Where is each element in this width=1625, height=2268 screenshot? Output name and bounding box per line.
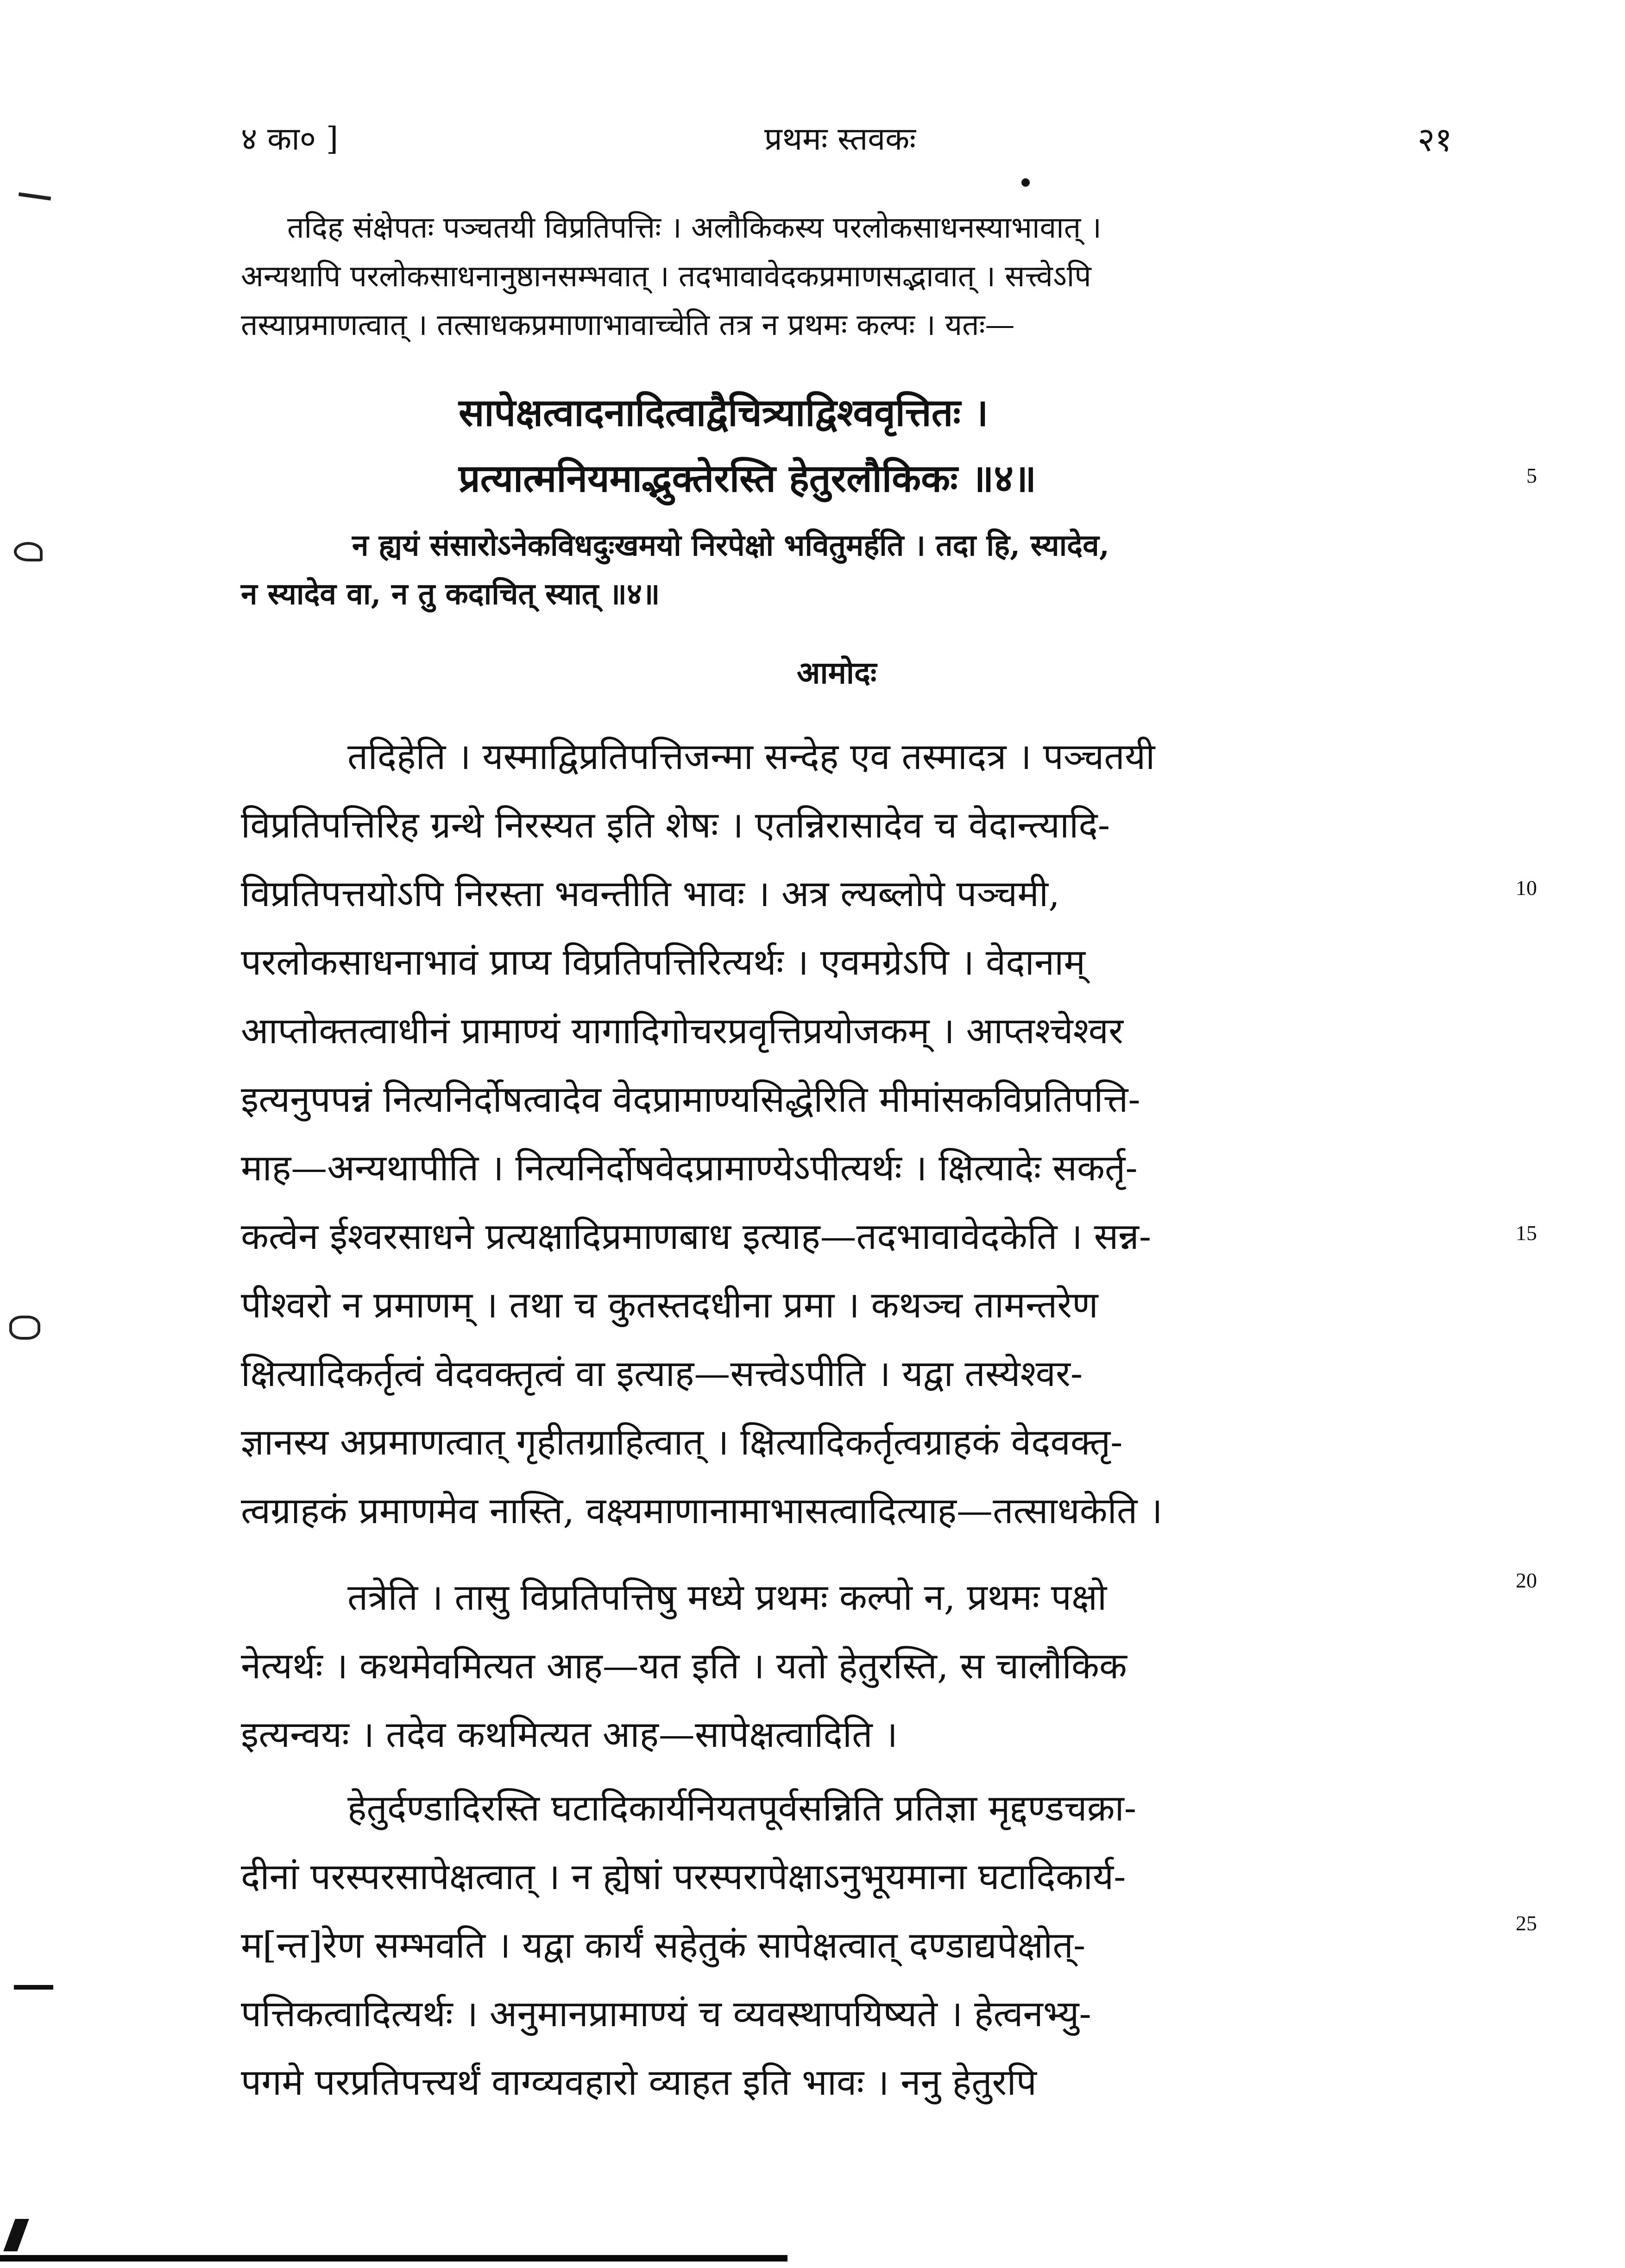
verse-line: प्रत्यात्मनियमाद्भुक्तेरस्ति हेतुरलौकिकः ॥४॥ bbox=[459, 456, 1037, 501]
margin-mark bbox=[3, 2219, 29, 2251]
short-commentary bbox=[241, 521, 1492, 618]
intro-line: अन्यथापि परलोकसाधनानुष्ठानसम्भवात् । तदभावावेदकप्रमाणसद्भावात् । सत्त्वेऽपि bbox=[241, 259, 1091, 294]
intro-line: तदिह संक्षेपतः पञ्चतयी विप्रतिपत्तिः । अलौकिकस्य परलोकसाधनस्याभावात् । bbox=[287, 211, 1102, 245]
paragraph-line: कत्वेन ईश्वरसाधने प्रत्यक्षादिप्रमाणबाध इत्याह—तदभावावेदकेति । सन्न- bbox=[241, 1216, 1152, 1258]
paragraph-line: पीश्वरो न प्रमाणम् । तथा च कुतस्तदधीना प्रमा । कथञ्च तामन्तरेण bbox=[241, 1285, 1098, 1326]
line-number-25: 25 bbox=[1516, 1911, 1537, 1935]
paragraph-line: तत्रेति । तासु विप्रतिपत्तिषु मध्ये प्रथमः कल्पो न, प्रथमः पक्षो bbox=[347, 1577, 1107, 1619]
page-number: २१ bbox=[1417, 120, 1452, 159]
paragraph-line: पगमे परप्रतिपत्त्यर्थं वाग्व्यवहारो व्याहत इति भावः । ननु हेतुरपि bbox=[241, 2062, 1037, 2104]
commentary-line: न स्यादेव वा, न तु कदाचित् स्यात् ॥४॥ bbox=[241, 577, 660, 611]
paragraph-line: विप्रतिपत्तयोऽपि निरस्ता भवन्तीति भावः । अत्र ल्यब्लोपे पञ्चमी, bbox=[241, 873, 1060, 915]
paragraph-line: इत्यनुपपन्नं नित्यनिर्दोषत्वादेव वेदप्रामाण्यसिद्धेरिति मीमांसकविप्रतिपत्ति- bbox=[241, 1079, 1140, 1121]
commentary-line: न ह्ययं संसारोऽनेकविधदुःखमयो निरपेक्षो भवितुमर्हति । तदा हि, स्यादेव, bbox=[352, 528, 1110, 563]
paragraph-line: तदिहेति । यस्माद्विप्रतिपत्तिजन्मा सन्देह एव तस्मादत्र । पञ्चतयी bbox=[347, 736, 1155, 778]
paragraph-line: क्षित्यादिकर्तृत्वं वेदवक्तृत्वं वा इत्याह—सत्त्वेऽपीति । यद्वा तस्येश्वर- bbox=[241, 1353, 1083, 1395]
paragraph-line: इत्यन्वयः । तदेव कथमित्यत आह—सापेक्षत्वादिति । bbox=[241, 1714, 898, 1756]
commentary-paragraph-2 bbox=[241, 1563, 1492, 1769]
intro-text bbox=[241, 204, 1492, 350]
paragraph-line: पत्तिकत्वादित्यर्थः । अनुमानप्रामाण्यं च व्यवस्थापयिष्यते । हेत्वनभ्यु- bbox=[241, 1993, 1091, 2035]
paragraph-line: म[न्त]रेण सम्भवति । यद्वा कार्यं सहेतुकं सापेक्षत्वात् दण्डाद्यपेक्षोत्- bbox=[241, 1925, 1086, 1966]
margin-mark bbox=[14, 1985, 53, 1990]
paragraph-line: आप्तोक्तत्वाधीनं प्रामाण्यं यागादिगोचरप्रवृत्तिप्रयोजकम् । आप्तश्चेश्वर bbox=[241, 1010, 1123, 1052]
line-number-20: 20 bbox=[1516, 1569, 1537, 1592]
header-left: ४ का० ] bbox=[241, 121, 339, 158]
paragraph-line: नेत्यर्थः । कथमेवमित्यत आह—यत इति । यतो हेतुरस्ति, स चालौकिक bbox=[241, 1645, 1127, 1687]
paragraph-line: विप्रतिपत्तिरिह ग्रन्थे निरस्यत इति शेषः । एतन्निरासादेव च वेदान्त्यादि- bbox=[241, 805, 1110, 846]
verse-line: सापेक्षत्वादनादित्वाद्वैचित्र्याद्विश्ववृत्तितः । bbox=[459, 391, 989, 435]
header-title: प्रथमः स्तवकः bbox=[764, 121, 916, 158]
paragraph-line: त्वग्राहकं प्रमाणमेव नास्ति, वक्ष्यमाणानामाभासत्वादित्याह—तत्साधकेति । bbox=[241, 1490, 1163, 1532]
intro-line: तस्याप्रमाणत्वात् । तत्साधकप्रमाणाभावाच्चेति तत्र न प्रथमः कल्पः । यतः— bbox=[241, 308, 1015, 342]
line-number-10: 10 bbox=[1516, 876, 1537, 900]
section-title: आमोदः bbox=[797, 655, 877, 691]
bottom-scan-edge bbox=[0, 2255, 787, 2262]
paragraph-line: हेतुर्दण्डादिरस्ति घटादिकार्यनियतपूर्वसन्निति प्रतिज्ञा मृद्दण्डचक्रा- bbox=[347, 1788, 1137, 1829]
margin-mark bbox=[9, 1316, 40, 1340]
paragraph-line: ज्ञानस्य अप्रमाणत्वात् गृहीतग्राहित्वात् । क्षित्यादिकर्तृत्वग्राहकं वेदवक्तृ- bbox=[241, 1422, 1123, 1463]
verse bbox=[459, 380, 1036, 511]
commentary-paragraph-3 bbox=[241, 1774, 1492, 2117]
line-number-15: 15 bbox=[1516, 1221, 1537, 1245]
line-number-5: 5 bbox=[1526, 464, 1537, 487]
margin-mark bbox=[14, 542, 43, 561]
paragraph-line: माह—अन्यथापीति । नित्यनिर्दोषवेदप्रामाण्येऽपीत्यर्थः । क्षित्यादेः सकर्तृ- bbox=[241, 1147, 1138, 1189]
ink-dot bbox=[1021, 178, 1030, 187]
commentary-paragraph-1 bbox=[241, 723, 1492, 1545]
margin-mark bbox=[19, 192, 51, 201]
paragraph-line: दीनां परस्परसापेक्षत्वात् । न ह्येषां परस्परापेक्षाऽनुभूयमाना घटादिकार्य- bbox=[241, 1856, 1126, 1898]
paragraph-line: परलोकसाधनाभावं प्राप्य विप्रतिपत्तिरित्यर्थः । एवमग्रेऽपि । वेदानाम् bbox=[241, 942, 1085, 983]
